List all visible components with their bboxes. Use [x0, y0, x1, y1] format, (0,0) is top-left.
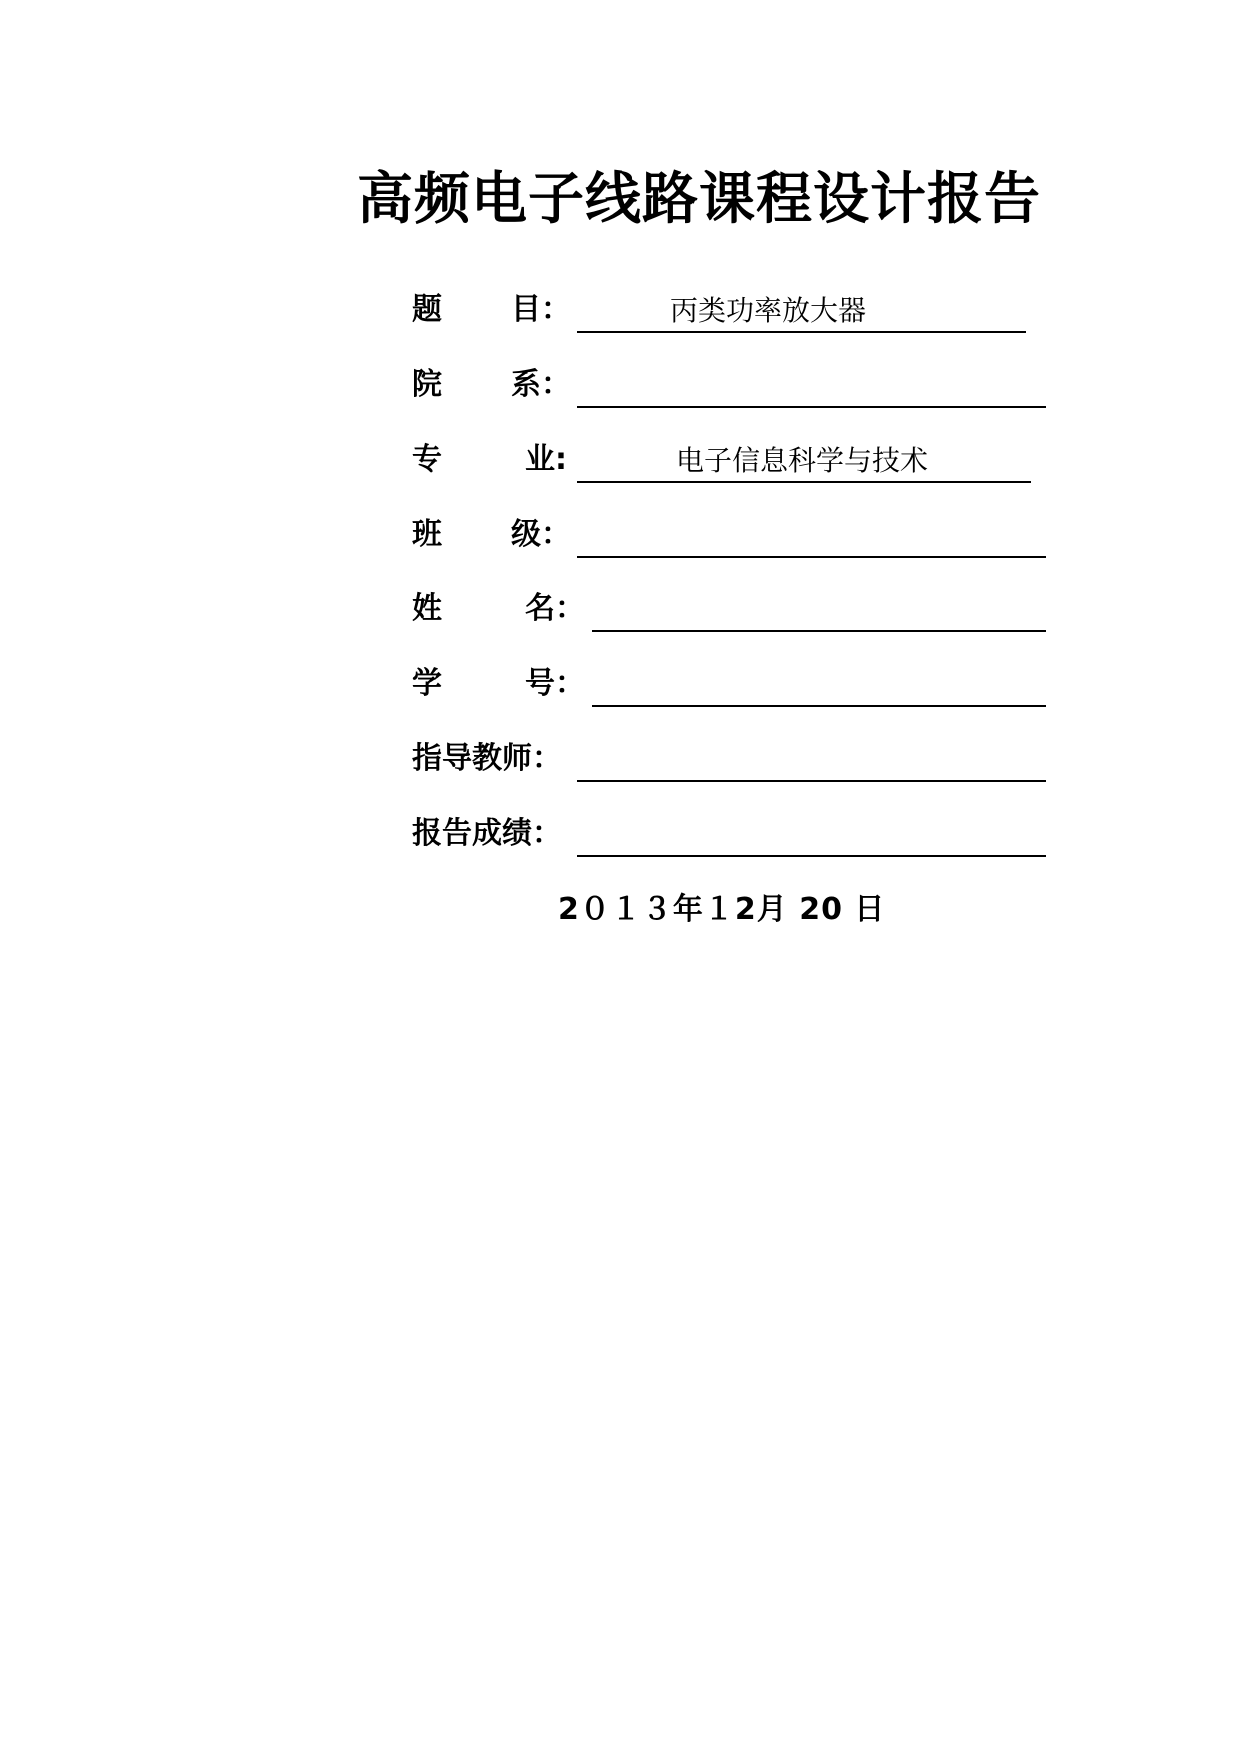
- field-label-name-char1: 姓: [412, 591, 442, 626]
- field-underline-name: [592, 630, 1046, 632]
- field-row-major: [412, 435, 1052, 485]
- field-label-advisor: 指导教师：: [412, 741, 562, 776]
- field-label-class-char1: 班: [412, 517, 442, 552]
- page-title: 高频电子线路课程设计报告: [357, 167, 1041, 232]
- field-underline-major: [577, 481, 1031, 483]
- field-value-major[interactable]: 电子信息科学与技术: [676, 444, 929, 477]
- field-row-topic: [412, 285, 1052, 335]
- field-label-student-id-char1: 学: [412, 666, 442, 701]
- field-label-class-char2: 级：: [511, 517, 571, 552]
- field-row-class: [412, 510, 1052, 560]
- field-label-name-char2: 名：: [525, 591, 585, 626]
- field-label-major-char1: 专: [412, 442, 442, 477]
- field-label-major-char2: 业:: [525, 442, 567, 477]
- field-label-department-char2: 系：: [511, 367, 571, 402]
- field-underline-topic: [577, 331, 1026, 333]
- field-row-advisor: [412, 734, 1052, 784]
- field-underline-class: [577, 556, 1046, 558]
- field-label-grade: 报告成绩：: [412, 816, 562, 851]
- field-underline-advisor: [577, 780, 1046, 782]
- field-underline-department: [577, 406, 1046, 408]
- field-label-department-char1: 院: [412, 367, 442, 402]
- field-underline-student-id: [592, 705, 1046, 707]
- field-row-grade: [412, 809, 1052, 859]
- field-row-student-id: [412, 659, 1052, 709]
- report-date: 2０１３年１2月 20 日: [558, 892, 886, 927]
- field-row-name: [412, 584, 1052, 634]
- field-underline-grade: [577, 855, 1046, 857]
- field-row-department: [412, 360, 1052, 410]
- field-label-topic-char1: 题: [412, 292, 442, 327]
- field-label-student-id-char2: 号：: [525, 666, 585, 701]
- field-label-topic-char2: 目：: [511, 292, 571, 327]
- field-value-topic[interactable]: 丙类功率放大器: [670, 294, 867, 327]
